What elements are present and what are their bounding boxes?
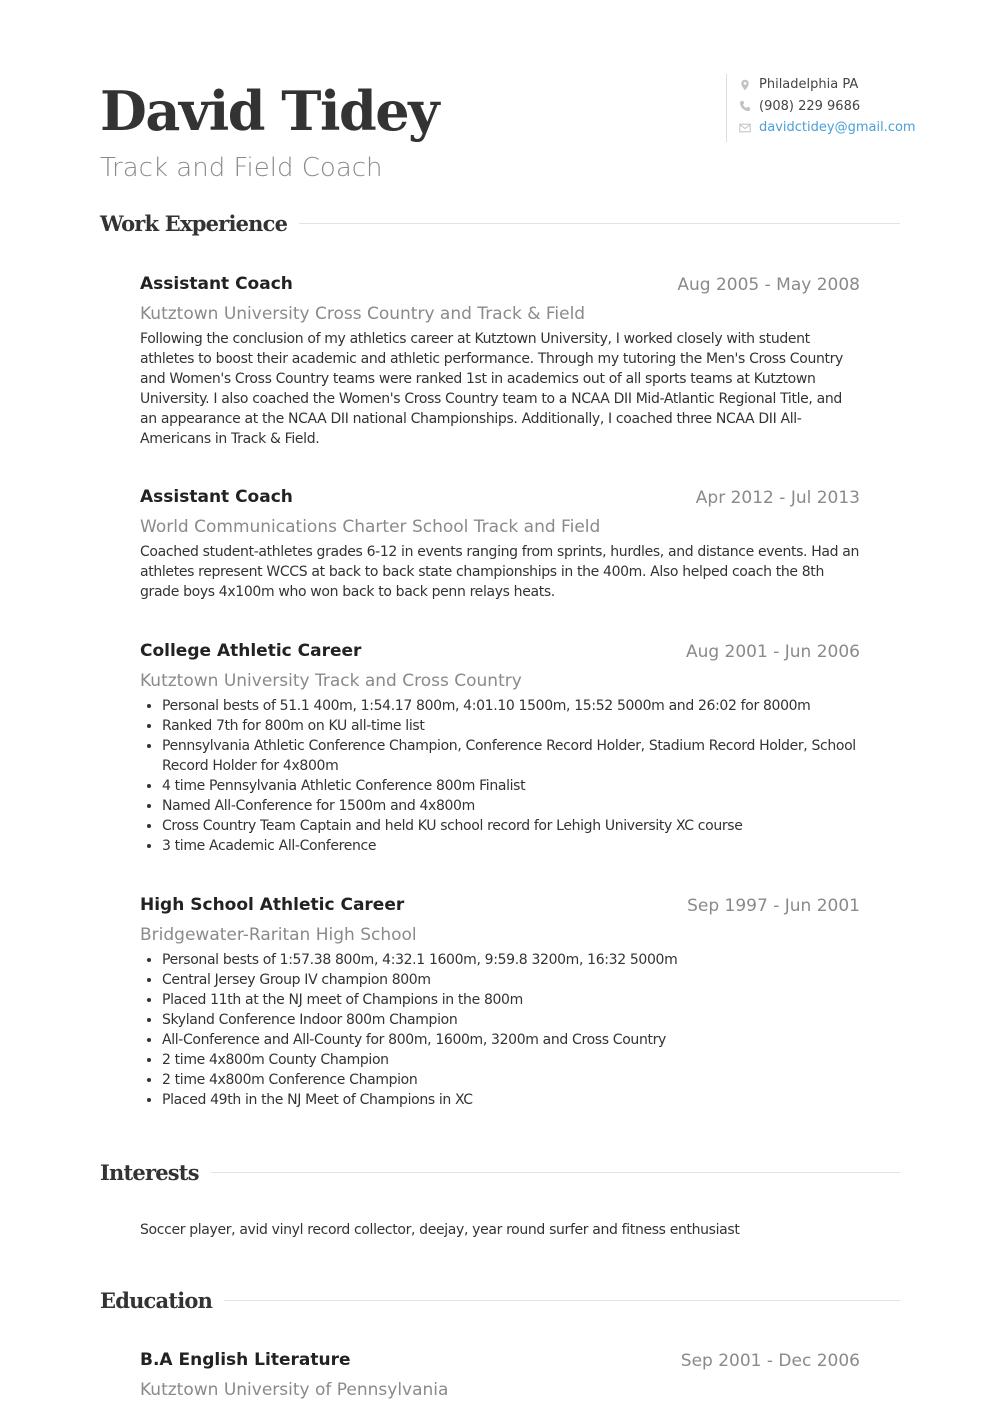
section-divider	[211, 1172, 900, 1173]
work-entry	[140, 484, 860, 602]
entry-dates: Aug 2005 - May 2008	[677, 275, 860, 295]
section-divider	[224, 1300, 900, 1301]
list-item: • All-Conference and All-County for 800m, 1600m, 3200m and Cross Country	[162, 1030, 860, 1050]
location-text: Philadelphia PA	[759, 77, 859, 93]
list-item: • Central Jersey Group IV champion 800m	[162, 970, 860, 990]
entry-organization: Kutztown University Track and Cross Country	[140, 671, 522, 691]
phone-icon	[739, 100, 751, 112]
entry-role: Assistant Coach	[140, 487, 293, 507]
entry-dates: Apr 2012 - Jul 2013	[695, 488, 860, 508]
list-item: • Named All-Conference for 1500m and 4x800m	[162, 796, 860, 816]
entry-organization: Kutztown University Cross Country and Track & Field	[140, 304, 586, 324]
entry-dates: Sep 2001 - Dec 2006	[680, 1351, 860, 1371]
person-name: David Tidey	[100, 79, 438, 143]
resume-header	[100, 77, 916, 188]
contact-phone	[739, 96, 913, 118]
section-divider	[299, 223, 900, 224]
list-item: • Cross Country Team Captain and held KU school record for Lehigh University XC course	[162, 816, 860, 836]
entry-dates: Aug 2001 - Jun 2006	[685, 642, 860, 662]
section-title: Education	[100, 1287, 213, 1313]
phone-text: (908) 229 9686	[759, 98, 861, 114]
education-entry	[140, 1347, 860, 1405]
entry-role: Assistant Coach	[140, 274, 293, 294]
achievement-list	[140, 950, 860, 1110]
email-link[interactable]: davidctidey@gmail.com	[759, 120, 916, 136]
entry-dates: Sep 1997 - Jun 2001	[687, 896, 860, 916]
list-item: • Ranked 7th for 800m on KU all-time list	[162, 716, 860, 736]
contact-location	[739, 74, 913, 96]
section-title: Interests	[100, 1159, 199, 1185]
list-item: • Skyland Conference Indoor 800m Champion	[162, 1010, 860, 1030]
achievement-list	[140, 696, 860, 856]
contact-info	[726, 74, 916, 142]
education-heading	[100, 1285, 900, 1315]
envelope-icon	[739, 122, 751, 134]
work-entry	[140, 271, 860, 449]
list-item: • 3 time Academic All-Conference	[162, 836, 860, 856]
list-item: • 2 time 4x800m County Champion	[162, 1050, 860, 1070]
entry-organization: Bridgewater-Raritan High School	[140, 925, 417, 945]
contact-email[interactable]	[739, 117, 916, 139]
section-title: Work Experience	[100, 210, 288, 236]
entry-description: Following the conclusion of my athletics career at Kutztown University, I worked closely with student athletes to boost their academic and athletic performance. Through my tutoring the Men's Cross Country and Women's Cross Country teams were ranked 1st in academics out of all sports teams at Kutztown University. I also coached the Women's Cross Country team to a NCAA DII Mid-Atlantic Regional Title, and an appearance at the NCAA DII national Championships. Additionally, I coached three NCAA DII All-Americans in Track & Field.	[140, 331, 843, 447]
list-item: • Personal bests of 1:57.38 800m, 4:32.1 1600m, 9:59.8 3200m, 16:32 5000m	[162, 950, 860, 970]
interests-text: Soccer player, avid vinyl record collector, deejay, year round surfer and fitness enthusiast	[140, 1222, 740, 1238]
entry-description: Coached student-athletes grades 6-12 in events ranging from sprints, hurdles, and distance events. Had an athletes represent WCCS at back to back state championships in the 400m. Also helped coach the 8th grade boys 4x100m who won back to back penn relays heats.	[140, 544, 860, 600]
entry-institution: Kutztown University of Pennsylvania	[140, 1380, 449, 1400]
list-item: • Personal bests of 51.1 400m, 1:54.17 800m, 4:01.10 1500m, 15:52 5000m and 26:02 for 8000m	[162, 696, 860, 716]
interests-heading	[100, 1157, 900, 1187]
job-title: Track and Field Coach	[100, 153, 383, 183]
map-pin-icon	[739, 79, 751, 91]
entry-role: College Athletic Career	[140, 641, 362, 661]
list-item: • Pennsylvania Athletic Conference Champion, Conference Record Holder, Stadium Record Holder, School Record Holder for 4x800m	[162, 736, 860, 776]
list-item: • 2 time 4x800m Conference Champion	[162, 1070, 860, 1090]
list-item: • Placed 49th in the NJ Meet of Champions in XC	[162, 1090, 860, 1110]
entry-role: High School Athletic Career	[140, 895, 405, 915]
entry-organization: World Communications Charter School Track and Field	[140, 517, 601, 537]
work-entry	[140, 638, 860, 856]
entry-degree: B.A English Literature	[140, 1350, 351, 1370]
work-experience-heading	[100, 208, 900, 238]
work-entry	[140, 892, 860, 1110]
list-item: • Placed 11th at the NJ meet of Champions in the 800m	[162, 990, 860, 1010]
list-item: • 4 time Pennsylvania Athletic Conference 800m Finalist	[162, 776, 860, 796]
